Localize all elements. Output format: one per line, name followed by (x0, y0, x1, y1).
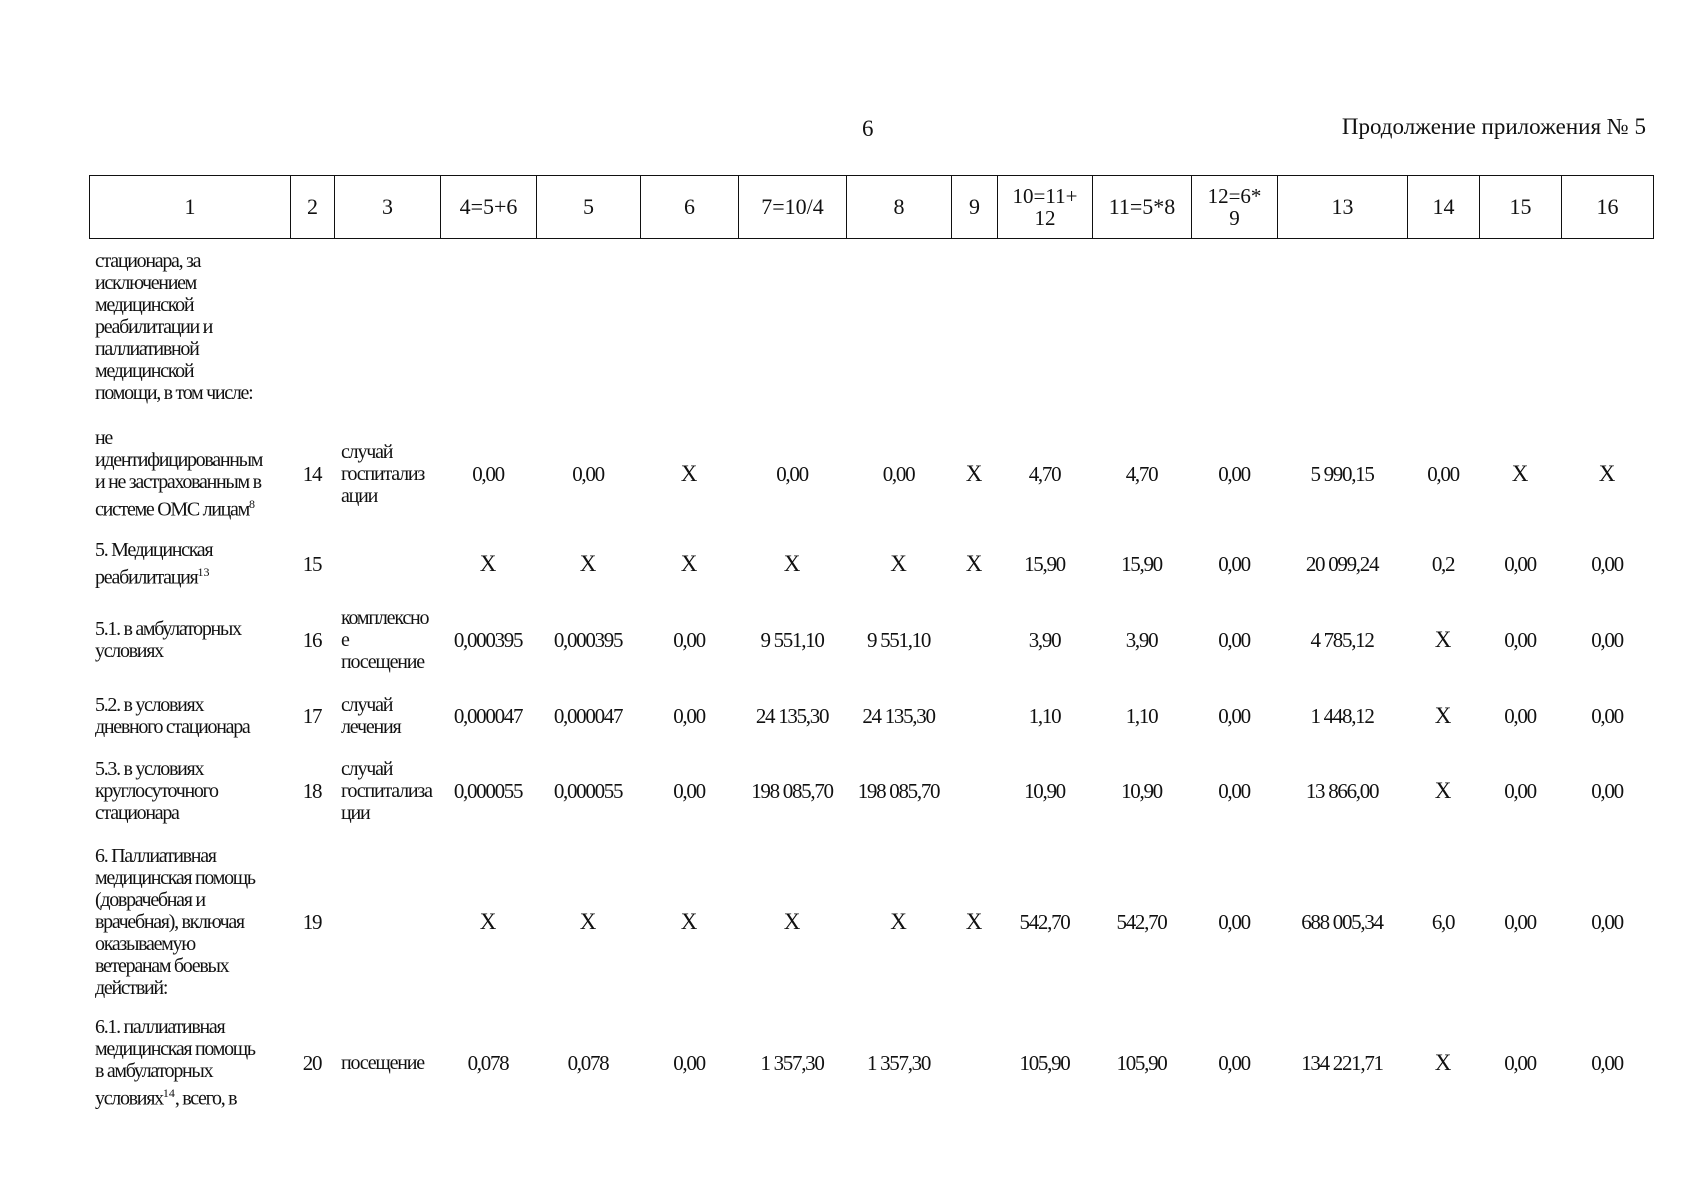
unit-of-measure (341, 534, 451, 594)
cell-col-4: 0,000395 (453, 627, 523, 652)
cell-col-6: 0,00 (673, 1050, 705, 1075)
cell-col-8: X (890, 551, 907, 576)
cell-col-10: 4,70 (1028, 461, 1061, 486)
header-col-13: 13 (1278, 176, 1408, 239)
header-col-1: 1 (90, 176, 291, 239)
cell-col-11: 542,70 (1116, 909, 1167, 934)
cell-col-14: 0,00 (1427, 461, 1459, 486)
header-col-12-bottom: 9 (1229, 206, 1240, 230)
cell-col-5: 0,000047 (553, 703, 623, 728)
row-number: 16 (302, 627, 322, 652)
cell-col-11: 4,70 (1125, 461, 1158, 486)
header-col-10-bottom: 12 (1034, 206, 1056, 230)
footnote-marker: 8 (249, 497, 255, 512)
unit-of-measure: случай госпитализ ации (341, 441, 425, 507)
cell-col-10: 3,90 (1028, 627, 1061, 652)
cell-col-12: 0,00 (1218, 627, 1250, 652)
cell-col-7: 24 135,30 (755, 703, 829, 728)
cell-col-5: X (579, 551, 597, 576)
table-row (89, 534, 1653, 594)
cell-col-4: 0,000047 (453, 703, 523, 728)
table-row (89, 844, 1653, 1000)
unit-of-measure: посещение (341, 1052, 424, 1074)
cell-col-13: 1 448,12 (1310, 703, 1374, 728)
cell-col-13: 134 221,71 (1301, 1050, 1383, 1075)
header-col-14: 14 (1408, 176, 1480, 239)
cell-col-14: X (1434, 1050, 1452, 1075)
unit-of-measure (341, 844, 451, 1000)
cell-col-9 (951, 690, 997, 742)
cell-col-8: 198 085,70 (857, 778, 940, 803)
footnote-marker: 13 (197, 565, 210, 580)
cell-col-6: 0,00 (673, 627, 705, 652)
cell-col-11: 15,90 (1121, 551, 1162, 576)
cell-col-15: X (1511, 461, 1529, 486)
cell-col-12: 0,00 (1218, 909, 1250, 934)
cell-col-5: 0,000055 (553, 778, 623, 803)
cell-col-5: 0,078 (567, 1050, 609, 1075)
cell-col-6: 0,00 (673, 778, 705, 803)
cell-col-8: 24 135,30 (862, 703, 935, 728)
cell-col-13: 20 099,24 (1305, 551, 1379, 576)
cell-col-7: X (783, 551, 801, 576)
row-name: 5.2. в условиях дневного стационара (95, 694, 250, 738)
header-col-3: 3 (335, 176, 441, 239)
table-row (89, 1018, 1653, 1108)
cell-col-4: 0,00 (472, 461, 504, 486)
row-name: 5.3. в условиях круглосуточного стационара (95, 758, 218, 824)
cell-col-7: 9 551,10 (760, 627, 824, 652)
cell-col-12: 0,00 (1218, 778, 1250, 803)
header-col-15: 15 (1480, 176, 1562, 239)
cell-col-5: 0,00 (572, 461, 604, 486)
appendix-continuation-note: Продолжение приложения № 5 (1341, 114, 1646, 139)
cell-col-15: 0,00 (1504, 909, 1536, 934)
cell-col-7: X (783, 909, 801, 934)
cell-col-14: X (1434, 778, 1452, 803)
cell-col-7: 198 085,70 (751, 778, 833, 803)
cell-col-9 (951, 756, 997, 826)
header-col-10 (998, 176, 1093, 239)
cell-col-10: 105,90 (1019, 1050, 1070, 1075)
unit-of-measure: случай лечения (341, 694, 401, 738)
cell-col-14: X (1434, 703, 1452, 728)
cell-col-14: 0,2 (1431, 551, 1455, 576)
cell-col-9: X (965, 909, 983, 934)
unit-of-measure: случай госпитализа ции (341, 758, 432, 824)
footnote-marker: 14 (162, 1086, 175, 1101)
cell-col-8: 0,00 (882, 461, 915, 486)
row-number: 14 (302, 461, 322, 486)
cell-col-16: 0,00 (1591, 627, 1623, 652)
cell-col-10: 15,90 (1024, 551, 1065, 576)
cell-col-13: 5 990,15 (1310, 461, 1374, 486)
cell-col-14: 6,0 (1431, 909, 1455, 934)
row-name: 5. Медицинская реабилитация$^{13}$ (95, 539, 213, 589)
cell-col-10: 1,10 (1028, 703, 1061, 728)
cell-col-13: 688 005,34 (1301, 909, 1383, 934)
header-col-12 (1192, 176, 1278, 239)
cell-col-15: 0,00 (1504, 778, 1536, 803)
row-name: 5.1. в амбулаторных условиях (95, 618, 241, 662)
row-number: 19 (302, 909, 322, 934)
cell-col-6: X (680, 461, 698, 486)
table-row (89, 427, 1653, 521)
row-name: стационара, за исключением медицинской реабилитации и паллиативной медицинской помощи, в том числе: (95, 250, 253, 404)
cell-col-16: 0,00 (1591, 778, 1623, 803)
cell-col-7: 1 357,30 (760, 1050, 824, 1075)
cell-col-16: 0,00 (1591, 909, 1623, 934)
cell-col-16: X (1598, 461, 1616, 486)
cell-col-12: 0,00 (1218, 703, 1250, 728)
cell-col-9 (951, 606, 997, 674)
cell-col-12: 0,00 (1218, 461, 1250, 486)
cell-col-12: 0,00 (1218, 1050, 1250, 1075)
cell-col-10: 542,70 (1019, 909, 1070, 934)
cell-col-13: 4 785,12 (1310, 627, 1374, 652)
header-col-12-top: 12=6* (1207, 184, 1262, 208)
cell-col-16: 0,00 (1591, 703, 1623, 728)
table-row (89, 690, 1653, 742)
cell-col-4: X (479, 551, 497, 576)
cell-col-10: 10,90 (1024, 778, 1065, 803)
cell-col-14: X (1434, 627, 1452, 652)
cell-col-5: X (579, 909, 597, 934)
header-col-6: 6 (641, 176, 739, 239)
table-row-continuation (89, 250, 1653, 414)
cell-col-9 (951, 1018, 997, 1108)
cell-col-6: X (680, 551, 698, 576)
cell-col-4: 0,000055 (453, 778, 523, 803)
table-row (89, 756, 1653, 826)
cell-col-7: 0,00 (776, 461, 808, 486)
cell-col-12: 0,00 (1218, 551, 1250, 576)
cell-col-6: 0,00 (673, 703, 705, 728)
cell-col-11: 10,90 (1121, 778, 1162, 803)
cell-col-9: X (965, 461, 983, 486)
cell-col-11: 1,10 (1125, 703, 1158, 728)
row-name: не идентифицированным и не застрахованным в системе ОМС лицам$^8$ (95, 427, 263, 521)
header-row (90, 176, 1654, 239)
cell-col-5: 0,000395 (553, 627, 623, 652)
column-number-header (89, 175, 1654, 239)
cell-col-16: 0,00 (1591, 1050, 1623, 1075)
cell-col-4: X (479, 909, 497, 934)
cell-col-9: X (965, 551, 983, 576)
cell-col-15: 0,00 (1504, 551, 1536, 576)
row-number: 17 (302, 703, 322, 728)
row-number: 20 (302, 1050, 322, 1075)
row-number: 15 (302, 551, 322, 576)
header-col-16: 16 (1562, 176, 1654, 239)
header-col-5: 5 (537, 176, 641, 239)
cell-col-8: X (890, 909, 907, 934)
page-number: 6 (862, 116, 874, 141)
header-col-11: 11=5*8 (1093, 176, 1192, 239)
row-name: 6. Паллиативная медицинская помощь (доврачебная и врачебная), включая оказываемую ветеранам боевых действий: (95, 845, 255, 999)
header-col-2: 2 (291, 176, 335, 239)
table-row (89, 606, 1653, 674)
cell-col-15: 0,00 (1504, 703, 1536, 728)
cell-col-8: 1 357,30 (866, 1050, 931, 1075)
cell-col-4: 0,078 (467, 1050, 509, 1075)
header-col-9: 9 (952, 176, 998, 239)
cell-col-15: 0,00 (1504, 627, 1536, 652)
row-name: 6.1. паллиативная медицинская помощь в амбулаторных условиях$^{14}$, всего, в (95, 1016, 255, 1110)
header-col-8: 8 (847, 176, 952, 239)
header-col-10-top: 10=11+ (1012, 184, 1078, 208)
cell-col-15: 0,00 (1504, 1050, 1536, 1075)
cell-col-13: 13 866,00 (1305, 778, 1379, 803)
row-number: 18 (302, 778, 322, 803)
cell-col-16: 0,00 (1591, 551, 1623, 576)
cell-col-11: 105,90 (1116, 1050, 1167, 1075)
unit-of-measure: комплексно е посещение (341, 607, 429, 673)
cell-col-11: 3,90 (1125, 627, 1158, 652)
header-col-7: 7=10/4 (739, 176, 847, 239)
cell-col-8: 9 551,10 (866, 627, 931, 652)
header-col-4: 4=5+6 (441, 176, 537, 239)
cell-col-6: X (680, 909, 698, 934)
